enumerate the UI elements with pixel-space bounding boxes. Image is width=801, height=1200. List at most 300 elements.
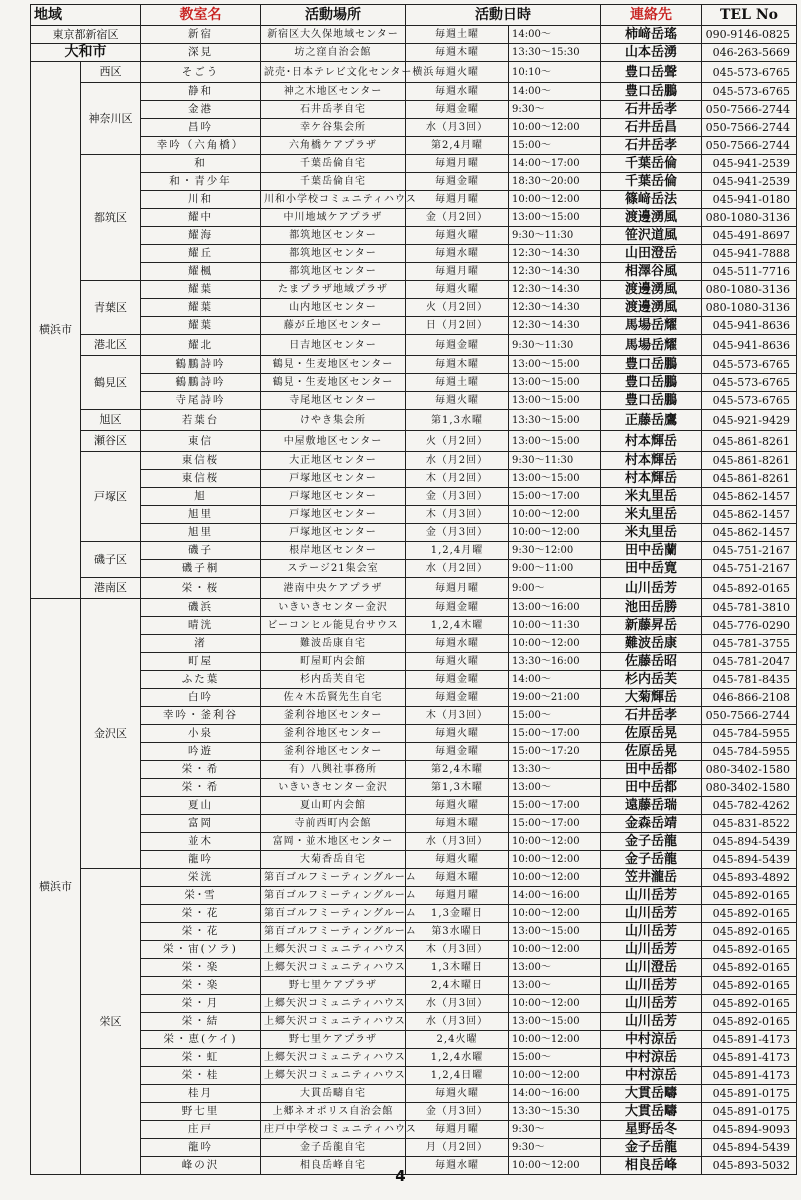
activity-time: 9:30～ bbox=[509, 101, 601, 119]
table-row bbox=[31, 263, 797, 281]
activity-place: 杉内岳芙自宅 bbox=[261, 671, 406, 689]
contact-name: 石井岳昌 bbox=[601, 119, 702, 137]
activity-time: 15:00～17:00 bbox=[509, 797, 601, 815]
contact-name: 大貫岳疇 bbox=[601, 1085, 702, 1103]
activity-time: 10:00～12:00 bbox=[509, 524, 601, 542]
table-row bbox=[31, 62, 797, 83]
contact-name: 金森岳靖 bbox=[601, 815, 702, 833]
activity-place: 鶴見・生麦地区センター bbox=[261, 374, 406, 392]
activity-time: 13:00～15:00 bbox=[509, 356, 601, 374]
activity-time: 9:30～ bbox=[509, 1139, 601, 1157]
contact-name: 山本岳湧 bbox=[601, 44, 702, 62]
activity-place: 都筑地区センター bbox=[261, 227, 406, 245]
contact-name: 大貫岳疇 bbox=[601, 1103, 702, 1121]
table-row bbox=[31, 524, 797, 542]
classroom-name: 耀丘 bbox=[141, 245, 261, 263]
classroom-name: 耀楓 bbox=[141, 263, 261, 281]
tel-number: 045-751-2167 bbox=[702, 542, 797, 560]
activity-day: 水（月3回） bbox=[406, 833, 509, 851]
activity-time: 12:30～14:30 bbox=[509, 245, 601, 263]
classroom-name: 栄･雪 bbox=[141, 887, 261, 905]
contact-name: 相澤谷風 bbox=[601, 263, 702, 281]
contact-name: 中村涼岳 bbox=[601, 1049, 702, 1067]
table-row bbox=[31, 1103, 797, 1121]
tel-number: 080-1080-3136 bbox=[702, 209, 797, 227]
contact-name: 金子岳龍 bbox=[601, 1139, 702, 1157]
tel-number: 045-894-5439 bbox=[702, 833, 797, 851]
contact-name: 田中岳寛 bbox=[601, 560, 702, 578]
activity-time: 15:00～ bbox=[509, 137, 601, 155]
classroom-name: 旭里 bbox=[141, 524, 261, 542]
tel-number: 050-7566-2744 bbox=[702, 707, 797, 725]
activity-place: 野七里ケアプラザ bbox=[261, 977, 406, 995]
activity-day: 毎週火曜 bbox=[406, 851, 509, 869]
table-row bbox=[31, 815, 797, 833]
activity-time: 13:00～15:00 bbox=[509, 923, 601, 941]
activity-day: 1,3木曜日 bbox=[406, 959, 509, 977]
activity-time: 15:00～17:20 bbox=[509, 743, 601, 761]
classroom-name: 栄・桂 bbox=[141, 1067, 261, 1085]
activity-day: 毎週木曜 bbox=[406, 869, 509, 887]
activity-time: 10:00～12:00 bbox=[509, 1157, 601, 1175]
table-row bbox=[31, 869, 797, 887]
tel-number: 045-891-0175 bbox=[702, 1103, 797, 1121]
table-row bbox=[31, 1139, 797, 1157]
contact-name: 正藤岳鷹 bbox=[601, 410, 702, 431]
contact-name: 米丸里岳 bbox=[601, 524, 702, 542]
contact-name: 石井岳孝 bbox=[601, 137, 702, 155]
header-datetime: 活動日時 bbox=[406, 5, 601, 26]
tel-number: 045-891-4173 bbox=[702, 1031, 797, 1049]
activity-time: 10:00～12:00 bbox=[509, 941, 601, 959]
contact-name: 千葉岳倫 bbox=[601, 173, 702, 191]
classroom-name: 白吟 bbox=[141, 689, 261, 707]
activity-time: 10:00～12:00 bbox=[509, 869, 601, 887]
classroom-name: 栄・花 bbox=[141, 923, 261, 941]
classroom-name: ふた葉 bbox=[141, 671, 261, 689]
tel-number: 045-491-8697 bbox=[702, 227, 797, 245]
table-row bbox=[31, 83, 797, 101]
activity-place: 大貫岳疇自宅 bbox=[261, 1085, 406, 1103]
classroom-name: 昌吟 bbox=[141, 119, 261, 137]
activity-time: 10:00～12:00 bbox=[509, 905, 601, 923]
classroom-name: 静和 bbox=[141, 83, 261, 101]
activity-time: 13:00～ bbox=[509, 779, 601, 797]
activity-time: 12:30～14:30 bbox=[509, 317, 601, 335]
classroom-name: 東信桜 bbox=[141, 470, 261, 488]
contact-name: 渡邊湧風 bbox=[601, 299, 702, 317]
classroom-name: 栄・虹 bbox=[141, 1049, 261, 1067]
activity-place: 金子岳龍自宅 bbox=[261, 1139, 406, 1157]
contact-name: 米丸里岳 bbox=[601, 488, 702, 506]
activity-place: たまプラザ地域プラザ bbox=[261, 281, 406, 299]
activity-day: 毎週木曜 bbox=[406, 44, 509, 62]
classroom-name: 幸吟・釜利谷 bbox=[141, 707, 261, 725]
activity-place: 港南中央ケアプラザ bbox=[261, 578, 406, 599]
tel-number: 045-892-0165 bbox=[702, 1013, 797, 1031]
classroom-name: 栄・月 bbox=[141, 995, 261, 1013]
tel-number: 045-892-0165 bbox=[702, 887, 797, 905]
activity-day: 金（月3回） bbox=[406, 488, 509, 506]
classroom-name: 栄・結 bbox=[141, 1013, 261, 1031]
ward-cell: 旭区 bbox=[81, 410, 141, 431]
table-row bbox=[31, 671, 797, 689]
classroom-name: 鶴鵬詩吟 bbox=[141, 356, 261, 374]
activity-day: 水（月2回） bbox=[406, 452, 509, 470]
activity-time: 15:00～17:00 bbox=[509, 815, 601, 833]
table-row bbox=[31, 743, 797, 761]
activity-day: 毎週金曜 bbox=[406, 689, 509, 707]
classroom-name: 栄・宙(ソラ) bbox=[141, 941, 261, 959]
tel-number: 050-7566-2744 bbox=[702, 101, 797, 119]
table-row bbox=[31, 119, 797, 137]
classroom-table bbox=[30, 4, 797, 1175]
classroom-name: 鶴鵬詩吟 bbox=[141, 374, 261, 392]
tel-number: 045-573-6765 bbox=[702, 374, 797, 392]
activity-time: 9:30～12:00 bbox=[509, 542, 601, 560]
tel-number: 045-776-0290 bbox=[702, 617, 797, 635]
activity-time: 10:00～11:30 bbox=[509, 617, 601, 635]
activity-day: 金（月3回） bbox=[406, 1103, 509, 1121]
ward-cell: 戸塚区 bbox=[81, 452, 141, 542]
tel-number: 045-892-0165 bbox=[702, 923, 797, 941]
activity-day: 2,4火曜 bbox=[406, 1031, 509, 1049]
table-row bbox=[31, 155, 797, 173]
activity-time: 12:30～14:30 bbox=[509, 281, 601, 299]
activity-time: 10:00～12:00 bbox=[509, 1031, 601, 1049]
contact-name: 相良岳峰 bbox=[601, 1157, 702, 1175]
classroom-name: 吟遊 bbox=[141, 743, 261, 761]
table-row bbox=[31, 995, 797, 1013]
activity-place: 山内地区センター bbox=[261, 299, 406, 317]
activity-time: 13:00～15:00 bbox=[509, 374, 601, 392]
table-row bbox=[31, 299, 797, 317]
tel-number: 045-573-6765 bbox=[702, 392, 797, 410]
tel-number: 045-781-3755 bbox=[702, 635, 797, 653]
activity-time: 9:30～11:30 bbox=[509, 227, 601, 245]
activity-place: 上郷ネオポリス自治会館 bbox=[261, 1103, 406, 1121]
tel-number: 045-921-9429 bbox=[702, 410, 797, 431]
activity-time: 10:00～12:00 bbox=[509, 119, 601, 137]
activity-day: 水（月3回） bbox=[406, 995, 509, 1013]
classroom-name: そごう bbox=[141, 62, 261, 83]
ward-cell: 都筑区 bbox=[81, 155, 141, 281]
table-row bbox=[31, 470, 797, 488]
activity-place: 上郷矢沢コミュニティハウス bbox=[261, 1049, 406, 1067]
activity-place: 幸ケ谷集会所 bbox=[261, 119, 406, 137]
activity-place: 坊之窪自治会館 bbox=[261, 44, 406, 62]
ward-cell: 青葉区 bbox=[81, 281, 141, 335]
activity-day: 第2,4月曜 bbox=[406, 137, 509, 155]
activity-time: 9:30～ bbox=[509, 1121, 601, 1139]
contact-name: 田中岳都 bbox=[601, 761, 702, 779]
contact-name: 石井岳孝 bbox=[601, 101, 702, 119]
activity-day: 月（月2回） bbox=[406, 1139, 509, 1157]
table-row bbox=[31, 887, 797, 905]
activity-day: 毎週水曜 bbox=[406, 635, 509, 653]
tel-number: 045-893-4892 bbox=[702, 869, 797, 887]
activity-place: 上郷矢沢コミュニティハウス bbox=[261, 995, 406, 1013]
classroom-name: 耀葉 bbox=[141, 281, 261, 299]
tel-number: 050-7566-2744 bbox=[702, 137, 797, 155]
tel-number: 045-781-3810 bbox=[702, 599, 797, 617]
tel-number: 045-941-2539 bbox=[702, 155, 797, 173]
tel-number: 045-894-5439 bbox=[702, 851, 797, 869]
tel-number: 090-9146-0825 bbox=[702, 26, 797, 44]
classroom-name: 小泉 bbox=[141, 725, 261, 743]
contact-name: 豊口岳鵬 bbox=[601, 392, 702, 410]
contact-name: 山川岳芳 bbox=[601, 923, 702, 941]
activity-day: 1,2,4月曜 bbox=[406, 542, 509, 560]
classroom-name: 旭里 bbox=[141, 506, 261, 524]
contact-name: 難波岳康 bbox=[601, 635, 702, 653]
activity-place: 根岸地区センター bbox=[261, 542, 406, 560]
tel-number: 045-891-0175 bbox=[702, 1085, 797, 1103]
activity-place: 六角橋ケアプラザ bbox=[261, 137, 406, 155]
classroom-name: 磯浜 bbox=[141, 599, 261, 617]
activity-time: 15:00～ bbox=[509, 1049, 601, 1067]
tel-number: 045-781-2047 bbox=[702, 653, 797, 671]
activity-place: 夏山町内会館 bbox=[261, 797, 406, 815]
classroom-name: 寺尾詩吟 bbox=[141, 392, 261, 410]
activity-day: 第1,3水曜 bbox=[406, 410, 509, 431]
contact-name: 佐原岳晃 bbox=[601, 743, 702, 761]
table-row bbox=[31, 560, 797, 578]
activity-time: 10:00～12:00 bbox=[509, 635, 601, 653]
classroom-name: 栄・楽 bbox=[141, 959, 261, 977]
tel-number: 045-784-5955 bbox=[702, 743, 797, 761]
activity-day: 毎週月曜 bbox=[406, 887, 509, 905]
classroom-name: 旭 bbox=[141, 488, 261, 506]
activity-time: 10:00～12:00 bbox=[509, 191, 601, 209]
table-row bbox=[31, 851, 797, 869]
classroom-name: 栄・希 bbox=[141, 779, 261, 797]
activity-place: 釜利谷地区センター bbox=[261, 743, 406, 761]
tel-number: 045-894-5439 bbox=[702, 1139, 797, 1157]
activity-place: 千葉岳倫自宅 bbox=[261, 155, 406, 173]
contact-name: 遠藤岳瑞 bbox=[601, 797, 702, 815]
activity-day: 木（月3回） bbox=[406, 941, 509, 959]
activity-place: いきいきセンター金沢 bbox=[261, 779, 406, 797]
activity-time: 14:00～ bbox=[509, 26, 601, 44]
activity-place: 第百ゴルフミーティングルーム bbox=[261, 887, 406, 905]
activity-place: 読売･日本テレビ文化センター横浜 bbox=[261, 62, 406, 83]
table-row bbox=[31, 356, 797, 374]
activity-day: 毎週水曜 bbox=[406, 83, 509, 101]
activity-place: 戸塚地区センター bbox=[261, 488, 406, 506]
table-row bbox=[31, 959, 797, 977]
contact-name: 石井岳孝 bbox=[601, 707, 702, 725]
table-row bbox=[31, 905, 797, 923]
classroom-name: 磯子桐 bbox=[141, 560, 261, 578]
activity-place: 佐々木岳賢先生自宅 bbox=[261, 689, 406, 707]
activity-place: 寺前西町内会館 bbox=[261, 815, 406, 833]
activity-day: 毎週月曜 bbox=[406, 1121, 509, 1139]
tel-number: 045-862-1457 bbox=[702, 506, 797, 524]
activity-time: 14:00～17:00 bbox=[509, 155, 601, 173]
activity-place: 都筑地区センター bbox=[261, 263, 406, 281]
contact-name: 田中岳都 bbox=[601, 779, 702, 797]
tel-number: 045-893-5032 bbox=[702, 1157, 797, 1175]
table-row bbox=[31, 410, 797, 431]
classroom-name: 川和 bbox=[141, 191, 261, 209]
table-row bbox=[31, 761, 797, 779]
activity-day: 毎週火曜 bbox=[406, 797, 509, 815]
contact-name: 笹沢道風 bbox=[601, 227, 702, 245]
classroom-name: 和・青少年 bbox=[141, 173, 261, 191]
activity-time: 9:30～11:30 bbox=[509, 335, 601, 356]
activity-place: 川和小学校コミュニティハウス bbox=[261, 191, 406, 209]
activity-day: 毎週木曜 bbox=[406, 815, 509, 833]
classroom-name: 峰の沢 bbox=[141, 1157, 261, 1175]
activity-place: 日吉地区センター bbox=[261, 335, 406, 356]
activity-day: 木（月3回） bbox=[406, 506, 509, 524]
table-row bbox=[31, 317, 797, 335]
activity-time: 9:30～11:30 bbox=[509, 452, 601, 470]
table-row bbox=[31, 1013, 797, 1031]
ward-cell: 港南区 bbox=[81, 578, 141, 599]
table-header-row bbox=[31, 5, 797, 26]
classroom-name: 耀北 bbox=[141, 335, 261, 356]
tel-number: 080-1080-3136 bbox=[702, 299, 797, 317]
ward-cell: 磯子区 bbox=[81, 542, 141, 578]
classroom-name: 耀中 bbox=[141, 209, 261, 227]
table-row bbox=[31, 44, 797, 62]
classroom-name: 幸吟（六角橋） bbox=[141, 137, 261, 155]
activity-place: 都筑地区センター bbox=[261, 245, 406, 263]
activity-day: 第2,4木曜 bbox=[406, 761, 509, 779]
activity-place: 庄戸中学校コミュニティハウス bbox=[261, 1121, 406, 1139]
table-row bbox=[31, 1049, 797, 1067]
activity-place: 鶴見・生麦地区センター bbox=[261, 356, 406, 374]
tel-number: 045-892-0165 bbox=[702, 578, 797, 599]
tel-number: 045-941-8636 bbox=[702, 335, 797, 356]
table-row bbox=[31, 1121, 797, 1139]
activity-place: 上郷矢沢コミュニティハウス bbox=[261, 1013, 406, 1031]
activity-day: 毎週金曜 bbox=[406, 599, 509, 617]
activity-time: 13:00～15:00 bbox=[509, 431, 601, 452]
table-row bbox=[31, 191, 797, 209]
activity-place: けやき集会所 bbox=[261, 410, 406, 431]
classroom-name: 晴洸 bbox=[141, 617, 261, 635]
ward-cell: 港北区 bbox=[81, 335, 141, 356]
classroom-name: 並木 bbox=[141, 833, 261, 851]
classroom-name: 栄・恵(ケイ) bbox=[141, 1031, 261, 1049]
activity-time: 13:30～16:00 bbox=[509, 653, 601, 671]
table-row bbox=[31, 599, 797, 617]
activity-place: 中屋敷地区センター bbox=[261, 431, 406, 452]
activity-time: 10:00～12:00 bbox=[509, 995, 601, 1013]
activity-day: 毎週月曜 bbox=[406, 263, 509, 281]
activity-place: 中川地域ケアプラザ bbox=[261, 209, 406, 227]
activity-time: 9:00～11:00 bbox=[509, 560, 601, 578]
activity-day: 水（月2回） bbox=[406, 560, 509, 578]
contact-name: 中村涼岳 bbox=[601, 1067, 702, 1085]
ward-cell: 西区 bbox=[81, 62, 141, 83]
activity-time: 13:00～15:00 bbox=[509, 392, 601, 410]
tel-number: 045-941-7888 bbox=[702, 245, 797, 263]
classroom-name: 耀葉 bbox=[141, 299, 261, 317]
activity-time: 9:00～ bbox=[509, 578, 601, 599]
ward-cell: 神奈川区 bbox=[81, 83, 141, 155]
city-cell: 横浜市 bbox=[31, 62, 81, 599]
contact-name: 山川岳芳 bbox=[601, 941, 702, 959]
contact-name: 山川岳芳 bbox=[601, 887, 702, 905]
tel-number: 045-573-6765 bbox=[702, 356, 797, 374]
header-classroom: 教室名 bbox=[141, 5, 261, 26]
classroom-name: 栄・楽 bbox=[141, 977, 261, 995]
activity-time: 14:00～ bbox=[509, 671, 601, 689]
activity-place: 神之木地区センター bbox=[261, 83, 406, 101]
activity-day: 毎週木曜 bbox=[406, 356, 509, 374]
activity-day: 毎週金曜 bbox=[406, 671, 509, 689]
table-row bbox=[31, 374, 797, 392]
activity-place: 第百ゴルフミーティングルーム bbox=[261, 869, 406, 887]
table-row bbox=[31, 245, 797, 263]
activity-place: 野七里ケアプラザ bbox=[261, 1031, 406, 1049]
activity-time: 14:00～16:00 bbox=[509, 1085, 601, 1103]
activity-day: 第1,3木曜 bbox=[406, 779, 509, 797]
activity-place: 戸塚地区センター bbox=[261, 524, 406, 542]
classroom-name: 町屋 bbox=[141, 653, 261, 671]
activity-time: 14:00～16:00 bbox=[509, 887, 601, 905]
contact-name: 渡邊湧風 bbox=[601, 209, 702, 227]
region-cell: 東京都新宿区 bbox=[31, 26, 141, 44]
classroom-name: 和 bbox=[141, 155, 261, 173]
contact-name: 柿﨑岳瑤 bbox=[601, 26, 702, 44]
tel-number: 045-941-2539 bbox=[702, 173, 797, 191]
table-row bbox=[31, 833, 797, 851]
contact-name: 渡邊湧風 bbox=[601, 281, 702, 299]
tel-number: 045-891-4173 bbox=[702, 1049, 797, 1067]
activity-day: 1,3金曜日 bbox=[406, 905, 509, 923]
tel-number: 045-782-4262 bbox=[702, 797, 797, 815]
activity-place: 藤が丘地区センター bbox=[261, 317, 406, 335]
table-row bbox=[31, 488, 797, 506]
activity-day: 毎週金曜 bbox=[406, 743, 509, 761]
city-cell: 横浜市 bbox=[31, 599, 81, 1175]
region-cell: 大和市 bbox=[31, 44, 141, 62]
contact-name: 杉内岳芙 bbox=[601, 671, 702, 689]
table-row bbox=[31, 209, 797, 227]
activity-place: ビーコンヒル能見台サウス bbox=[261, 617, 406, 635]
table-row bbox=[31, 1031, 797, 1049]
ward-cell: 鶴見区 bbox=[81, 356, 141, 410]
activity-place: 上郷矢沢コミュニティハウス bbox=[261, 959, 406, 977]
activity-time: 13:30～ bbox=[509, 761, 601, 779]
tel-number: 045-751-2167 bbox=[702, 560, 797, 578]
classroom-name: 若葉台 bbox=[141, 410, 261, 431]
classroom-name: 桂月 bbox=[141, 1085, 261, 1103]
classroom-name: 栄・花 bbox=[141, 905, 261, 923]
contact-name: 山川岳芳 bbox=[601, 995, 702, 1013]
activity-day: 毎週金曜 bbox=[406, 173, 509, 191]
contact-name: 村本輝岳 bbox=[601, 470, 702, 488]
activity-day: 毎週水曜 bbox=[406, 1157, 509, 1175]
activity-time: 13:30～15:30 bbox=[509, 44, 601, 62]
tel-number: 080-3402-1580 bbox=[702, 761, 797, 779]
ward-cell: 瀬谷区 bbox=[81, 431, 141, 452]
activity-place: 難波岳康自宅 bbox=[261, 635, 406, 653]
classroom-name: 野七里 bbox=[141, 1103, 261, 1121]
activity-day: 毎週火曜 bbox=[406, 62, 509, 83]
activity-place: 町屋町内会館 bbox=[261, 653, 406, 671]
table-row bbox=[31, 797, 797, 815]
classroom-name: 耀葉 bbox=[141, 317, 261, 335]
table-row bbox=[31, 26, 797, 44]
activity-place: 富岡・並木地区センター bbox=[261, 833, 406, 851]
activity-place: 新宿区大久保地域センター bbox=[261, 26, 406, 44]
